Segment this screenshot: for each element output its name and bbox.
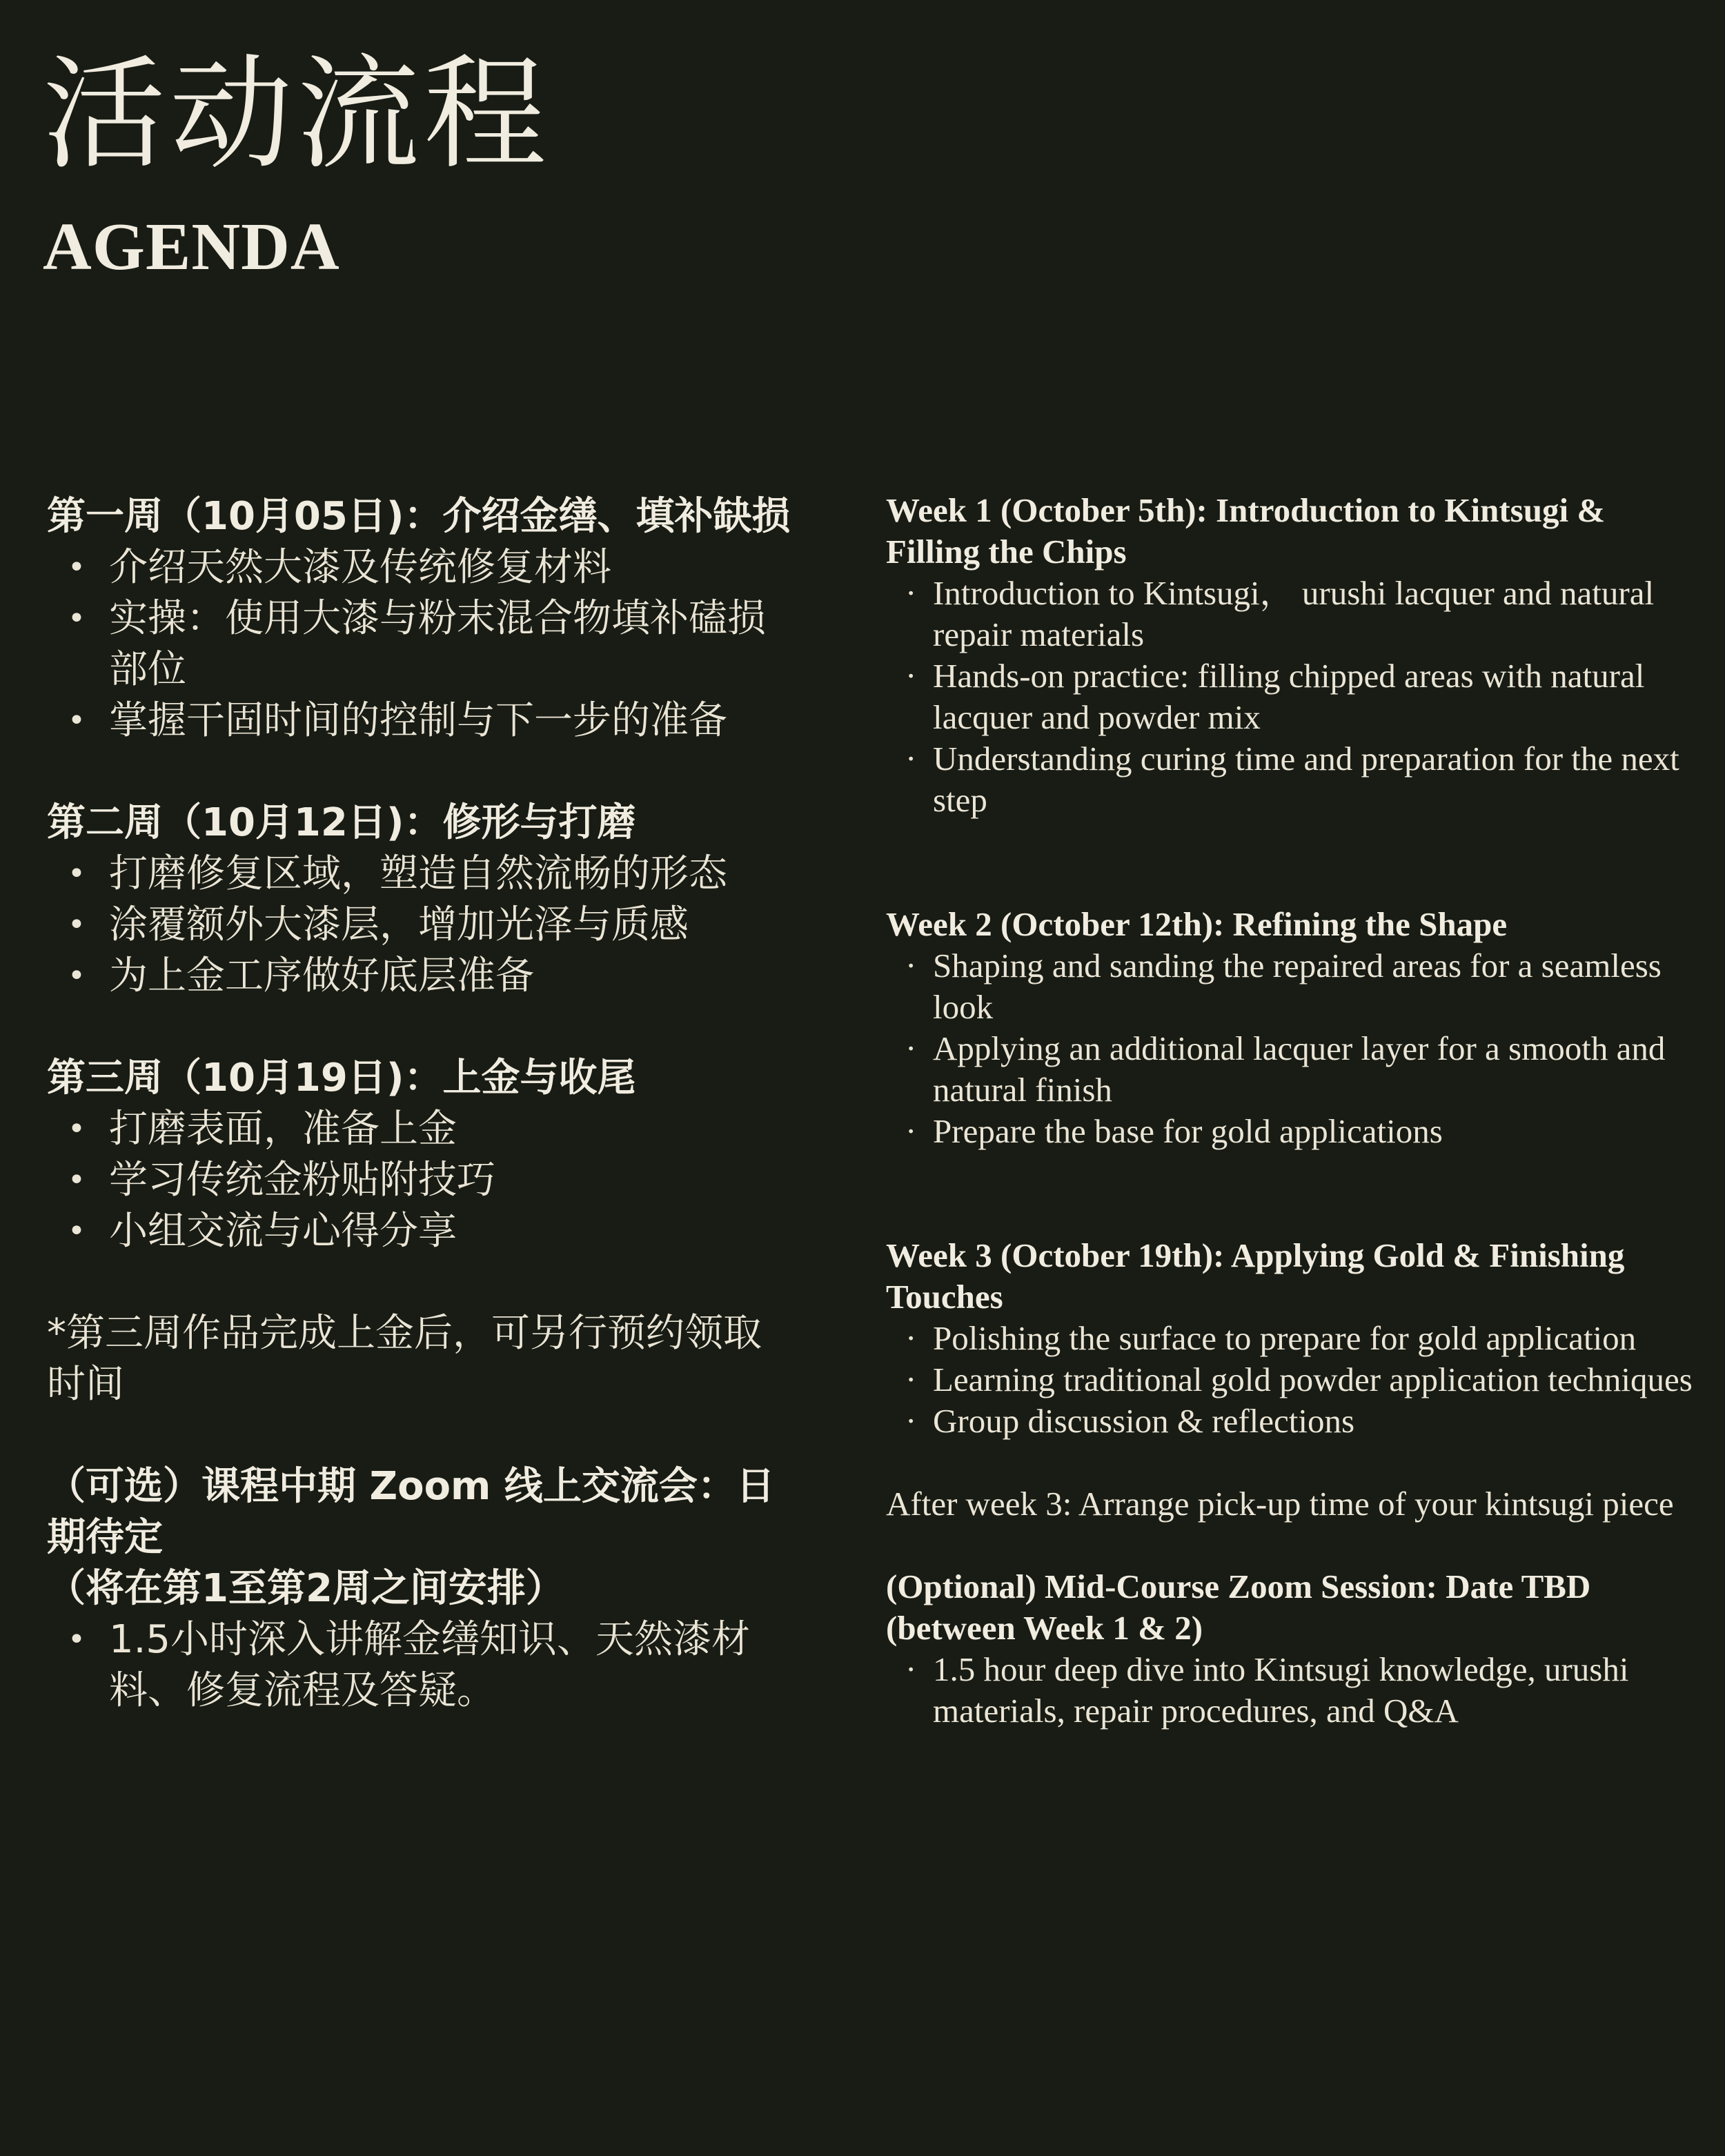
week-3-heading-zh: 第三周（10月19日)：上金与收尾: [47, 1056, 636, 1100]
list-item: • 介绍天然大漆及传统修复材料: [47, 542, 792, 593]
list-item: · Polishing the surface to prepare for gold application: [886, 1318, 1700, 1359]
pickup-note-en: After week 3: Arrange pick-up time of your kintsugi piece: [886, 1485, 1674, 1523]
pickup-note-zh: *第三周作品完成上金后，可另行预约领取时间: [47, 1311, 762, 1407]
optional-list-en: [886, 1649, 1700, 1732]
week-1-list-en: [886, 573, 1700, 821]
week-1-heading-en: Week 1 (October 5th): Introduction to Kintsugi & Filling the Chips: [886, 491, 1606, 571]
week-1-section-en: [886, 490, 1700, 821]
list-item: · Understanding curing time and preparation for the next step: [886, 738, 1700, 821]
list-item: · Hands-on practice: filling chipped areas with natural lacquer and powder mix: [886, 655, 1700, 738]
optional-list-zh: [47, 1614, 792, 1717]
optional-heading-en: (Optional) Mid-Course Zoom Session: Date TBD (between Week 1 & 2): [886, 1567, 1591, 1647]
list-item: • 为上金工序做好底层准备: [47, 951, 792, 1002]
week-2-section-en: [886, 904, 1700, 1152]
list-item: · Applying an additional lacquer layer for a smooth and natural finish: [886, 1028, 1700, 1111]
page-title-zh: 活动流程: [43, 43, 551, 186]
week-3-section-zh: [47, 1053, 792, 1257]
optional-subheading-zh: （将在第1至第2周之间安排）: [47, 1566, 564, 1611]
agenda-column-zh: [47, 491, 792, 1717]
optional-session-en: [886, 1566, 1700, 1732]
week-3-heading-en: Week 3 (October 19th): Applying Gold & Finishing Touches: [886, 1236, 1625, 1316]
optional-session-zh: [47, 1461, 792, 1717]
week-1-section-zh: [47, 491, 792, 746]
list-item: · Introduction to Kintsugi， urushi lacquer and natural repair materials: [886, 573, 1700, 655]
list-item: · Learning traditional gold powder application techniques: [886, 1359, 1700, 1401]
week-3-section-en: [886, 1235, 1700, 1442]
list-item: · Prepare the base for gold applications: [886, 1111, 1700, 1152]
week-3-list-zh: [47, 1104, 792, 1257]
list-item: • 打磨修复区域，塑造自然流畅的形态: [47, 849, 792, 900]
list-item: • 打磨表面，准备上金: [47, 1104, 792, 1155]
week-2-heading-zh: 第二周（10月12日)：修形与打磨: [47, 800, 636, 845]
week-2-section-zh: [47, 798, 792, 1002]
list-item: • 小组交流与心得分享: [47, 1206, 792, 1257]
list-item: • 涂覆额外大漆层，增加光泽与质感: [47, 900, 792, 951]
agenda-column-en: [886, 490, 1700, 1732]
list-item: • 学习传统金粉贴附技巧: [47, 1155, 792, 1206]
week-1-list-zh: [47, 542, 792, 746]
week-2-heading-en: Week 2 (October 12th): Refining the Shape: [886, 905, 1508, 943]
optional-heading-zh: （可选）课程中期 Zoom 线上交流会：日期待定: [47, 1464, 775, 1560]
list-item: · Group discussion & reflections: [886, 1401, 1700, 1442]
list-item: • 1.5小时深入讲解金缮知识、天然漆材料、修复流程及答疑。: [47, 1614, 792, 1717]
week-2-list-zh: [47, 849, 792, 1002]
list-item: · Shaping and sanding the repaired areas for a seamless look: [886, 945, 1700, 1028]
list-item: · 1.5 hour deep dive into Kintsugi knowledge, urushi materials, repair procedures, and Q&A: [886, 1649, 1700, 1732]
page-title-en: AGENDA: [43, 210, 340, 284]
week-2-list-en: [886, 945, 1700, 1152]
week-1-heading-zh: 第一周（10月05日)：介绍金缮、填补缺损: [47, 494, 791, 539]
week-3-list-en: [886, 1318, 1700, 1442]
list-item: • 掌握干固时间的控制与下一步的准备: [47, 695, 792, 746]
list-item: • 实操：使用大漆与粉末混合物填补磕损部位: [47, 593, 792, 695]
